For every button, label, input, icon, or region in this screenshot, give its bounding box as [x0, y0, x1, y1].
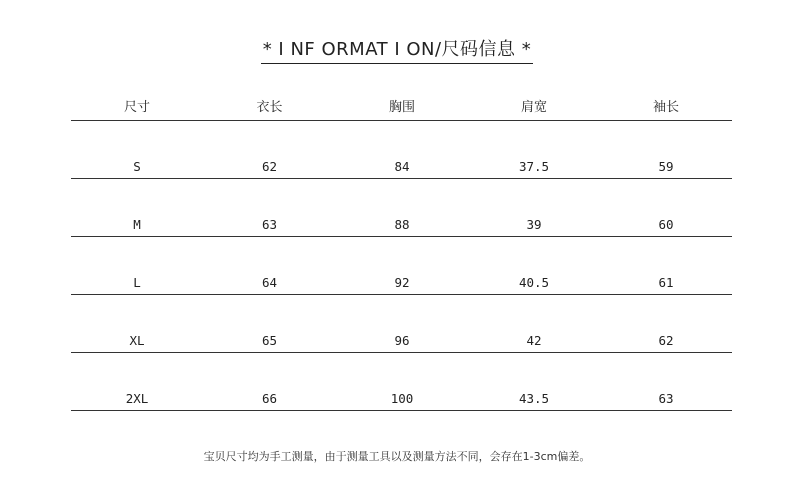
cell-length: 65: [203, 294, 336, 352]
header-shoulder: 肩宽: [468, 92, 600, 120]
cell-length: 62: [203, 120, 336, 178]
cell-size: L: [71, 236, 203, 294]
cell-length: 63: [203, 178, 336, 236]
cell-size: S: [71, 120, 203, 178]
table-header-row: [71, 92, 732, 120]
table-row: [71, 236, 732, 294]
header-chest: 胸围: [336, 92, 468, 120]
cell-sleeve: 60: [600, 178, 732, 236]
table-row: [71, 352, 732, 410]
cell-length: 64: [203, 236, 336, 294]
cell-chest: 88: [336, 178, 468, 236]
page-title-text: * I NF ORMAT I ON/尺码信息 *: [261, 38, 534, 64]
cell-length: 66: [203, 352, 336, 410]
measurement-note: 宝贝尺寸均为手工测量，由于测量工具以及测量方法不同，会存在1-3cm偏差。: [203, 450, 591, 463]
cell-size: XL: [71, 294, 203, 352]
table-row: [71, 294, 732, 352]
cell-shoulder: 37.5: [468, 120, 600, 178]
cell-shoulder: 39: [468, 178, 600, 236]
cell-size: M: [71, 178, 203, 236]
header-sleeve: 袖长: [600, 92, 732, 120]
cell-shoulder: 42: [468, 294, 600, 352]
cell-sleeve: 61: [600, 236, 732, 294]
table-row: [71, 178, 732, 236]
cell-sleeve: 62: [600, 294, 732, 352]
size-chart-table: [71, 92, 732, 411]
cell-sleeve: 63: [600, 352, 732, 410]
header-size: 尺寸: [71, 92, 203, 120]
cell-size: 2XL: [71, 352, 203, 410]
table-row: [71, 120, 732, 178]
cell-shoulder: 43.5: [468, 352, 600, 410]
cell-chest: 92: [336, 236, 468, 294]
cell-chest: 84: [336, 120, 468, 178]
header-length: 衣长: [203, 92, 336, 120]
cell-chest: 100: [336, 352, 468, 410]
cell-chest: 96: [336, 294, 468, 352]
cell-shoulder: 40.5: [468, 236, 600, 294]
page-title: [0, 38, 794, 64]
cell-sleeve: 59: [600, 120, 732, 178]
